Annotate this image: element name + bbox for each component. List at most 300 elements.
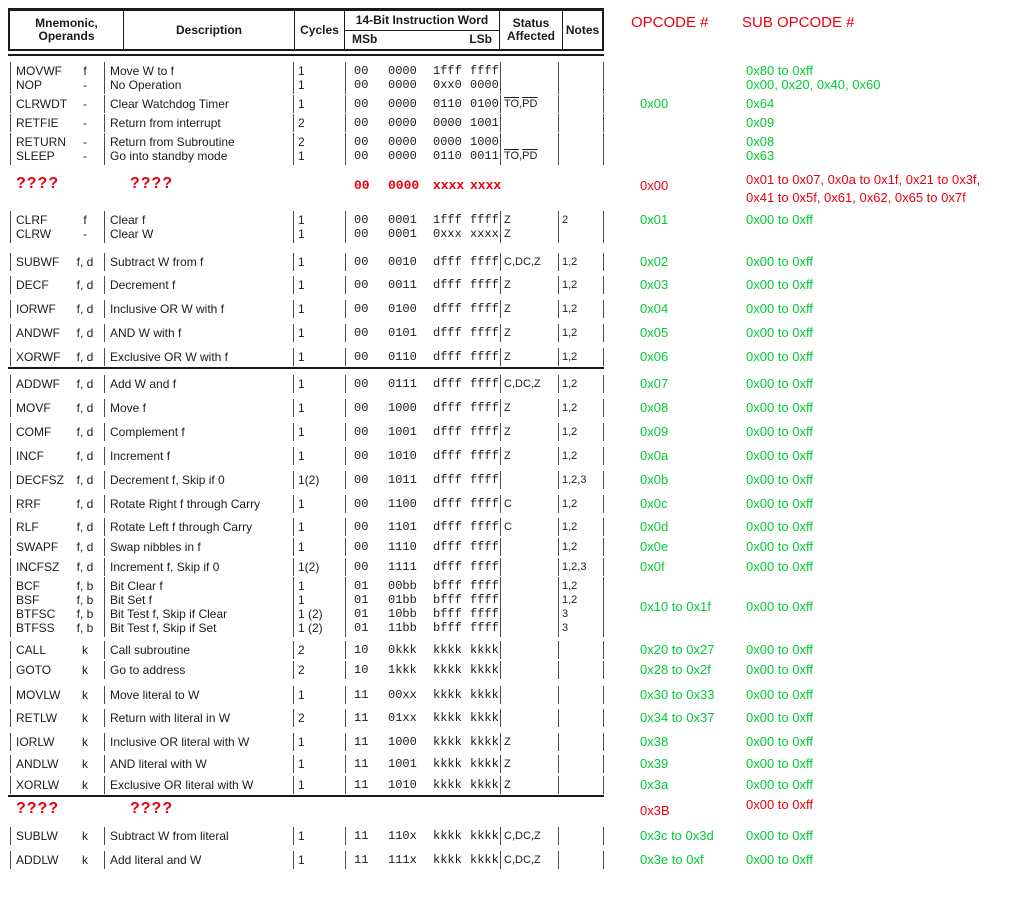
instruction-word-group: kkkk bbox=[470, 643, 499, 657]
row-btfsc bbox=[0, 607, 1025, 621]
instruction-word-group: xxxx bbox=[433, 178, 465, 193]
cell-divider bbox=[293, 76, 294, 94]
instruction-word-group: ffff bbox=[470, 401, 499, 415]
instruction-block bbox=[0, 172, 1025, 205]
cycles: 1 bbox=[298, 540, 305, 554]
row-addwf bbox=[0, 377, 1025, 391]
cell-divider bbox=[558, 399, 559, 417]
instruction-word-group: ffff bbox=[470, 520, 499, 534]
cell-divider bbox=[293, 538, 294, 556]
instruction-word-group: 11 bbox=[354, 735, 369, 749]
opcode-annotation: 0x34 to 0x37 bbox=[640, 710, 715, 725]
cell-divider bbox=[293, 755, 294, 773]
opcode-annotation: 0x20 to 0x27 bbox=[640, 642, 715, 657]
status-affected: C,DC,Z bbox=[504, 830, 541, 842]
mnemonic: ANDWF bbox=[16, 326, 60, 340]
operands: - bbox=[83, 227, 87, 241]
row-rlf bbox=[0, 520, 1025, 534]
instruction-word-group: ffff bbox=[470, 302, 499, 316]
cycles: 1 bbox=[298, 227, 305, 241]
cell-divider bbox=[603, 348, 604, 366]
cell-divider bbox=[558, 851, 559, 869]
mnemonic: COMF bbox=[16, 425, 52, 439]
instruction-word-group: 00 bbox=[354, 178, 370, 193]
cell-divider bbox=[500, 709, 501, 727]
cell-divider bbox=[500, 495, 501, 513]
cell-divider bbox=[293, 776, 294, 794]
operands: k bbox=[82, 711, 88, 725]
subopcode-annotation: 0x00 to 0xff bbox=[746, 301, 813, 316]
operands: - bbox=[83, 149, 87, 163]
header-msb: MSb bbox=[352, 32, 378, 46]
description: Add W and f bbox=[110, 377, 177, 391]
cell-divider bbox=[603, 114, 604, 132]
subopcode-column-header: SUB OPCODE # bbox=[742, 14, 855, 31]
description: Move f bbox=[110, 401, 147, 415]
instruction-word-group: 1fff bbox=[433, 64, 462, 78]
cell-divider bbox=[603, 686, 604, 704]
row-call bbox=[0, 643, 1025, 657]
instruction-word-group: kkkk bbox=[433, 829, 462, 843]
instruction-block bbox=[0, 473, 1025, 487]
notes: 1,2 bbox=[562, 327, 578, 339]
cell-divider bbox=[603, 851, 604, 869]
instruction-word-group: 0000 bbox=[470, 78, 499, 92]
header-status-line2: Affected bbox=[506, 29, 555, 43]
status-affected: Z bbox=[504, 279, 511, 291]
instruction-word-group: dfff bbox=[433, 520, 462, 534]
instruction-word-group: kkkk bbox=[470, 829, 499, 843]
instruction-word-group: 1000 bbox=[470, 135, 499, 149]
instruction-word-group: 1000 bbox=[388, 401, 417, 415]
cell-divider bbox=[104, 733, 105, 751]
cell-divider bbox=[500, 276, 501, 294]
cell-divider bbox=[558, 558, 559, 576]
instruction-word-group: 0100 bbox=[388, 302, 417, 316]
mnemonic: NOP bbox=[16, 78, 43, 92]
operands: f, d bbox=[76, 255, 94, 269]
cell-divider bbox=[10, 276, 11, 294]
status-affected: Z bbox=[504, 351, 511, 363]
cell-divider bbox=[10, 686, 11, 704]
cell-divider bbox=[500, 300, 501, 318]
cell-divider bbox=[104, 76, 105, 94]
instruction-word-group: ffff bbox=[470, 540, 499, 554]
instruction-word-group: 0xxx bbox=[433, 227, 462, 241]
row-subwf bbox=[0, 255, 1025, 269]
cell-divider bbox=[345, 851, 346, 869]
description: Inclusive OR literal with W bbox=[110, 735, 250, 749]
cell-divider bbox=[603, 399, 604, 417]
subopcode-annotation: 0x00 to 0xff bbox=[746, 687, 813, 702]
instruction-word-group: 01 bbox=[354, 621, 369, 635]
cell-divider bbox=[603, 641, 604, 659]
row-movf bbox=[0, 401, 1025, 415]
instruction-word-group: 00 bbox=[354, 497, 369, 511]
cell-divider bbox=[558, 375, 559, 393]
cycles: 1 bbox=[298, 377, 305, 391]
instruction-word-group: kkkk bbox=[470, 688, 499, 702]
cell-divider bbox=[10, 619, 11, 637]
operands: f bbox=[83, 213, 87, 227]
instruction-word-group: ffff bbox=[470, 560, 499, 574]
cell-divider bbox=[345, 709, 346, 727]
cell-divider bbox=[10, 225, 11, 243]
mnemonic: RRF bbox=[16, 497, 41, 511]
instruction-word-group: 1fff bbox=[433, 213, 462, 227]
instruction-word-group: kkkk bbox=[433, 853, 462, 867]
cell-divider bbox=[104, 709, 105, 727]
cell-divider bbox=[10, 518, 11, 536]
cell-divider bbox=[558, 324, 559, 342]
operands: k bbox=[82, 663, 88, 677]
instruction-block bbox=[0, 829, 1025, 843]
instruction-word-group: ffff bbox=[470, 497, 499, 511]
mnemonic: IORWF bbox=[16, 302, 56, 316]
instruction-word-group: dfff bbox=[433, 560, 462, 574]
cell-divider bbox=[10, 471, 11, 489]
cell-divider bbox=[500, 399, 501, 417]
notes: 3 bbox=[562, 622, 569, 634]
instruction-block bbox=[0, 64, 1025, 92]
mnemonic: XORWF bbox=[16, 350, 61, 364]
cell-divider bbox=[104, 423, 105, 441]
mnemonic: MOVLW bbox=[16, 688, 61, 702]
instruction-word-group: 1110 bbox=[388, 540, 417, 554]
cell-divider bbox=[500, 851, 501, 869]
description: Inclusive OR W with f bbox=[110, 302, 225, 316]
subopcode-annotation: 0x00 to 0xff bbox=[746, 325, 813, 340]
instruction-word-group: 0000 bbox=[388, 135, 417, 149]
description: Go into standby mode bbox=[110, 149, 228, 163]
instruction-word-group: xxxx bbox=[470, 227, 499, 241]
cell-divider bbox=[10, 300, 11, 318]
notes: 1,2 bbox=[562, 378, 578, 390]
instruction-word-group: 00 bbox=[354, 520, 369, 534]
opcode-annotation: 0x01 bbox=[640, 212, 669, 227]
cell-divider bbox=[293, 709, 294, 727]
cell-divider bbox=[345, 661, 346, 679]
operands: k bbox=[82, 829, 88, 843]
instruction-word-group: 0011 bbox=[388, 278, 417, 292]
description: Bit Set f bbox=[110, 593, 153, 607]
cell-divider bbox=[500, 348, 501, 366]
notes: 1,2 bbox=[562, 521, 578, 533]
instruction-word-group: 0000 bbox=[388, 64, 417, 78]
cell-divider bbox=[558, 147, 559, 165]
instruction-word-group: 0101 bbox=[388, 326, 417, 340]
instruction-table-body bbox=[0, 56, 1025, 867]
subopcode-annotation: 0x00 to 0xff bbox=[746, 277, 813, 292]
instruction-word-group: 00 bbox=[354, 135, 369, 149]
cell-divider bbox=[10, 348, 11, 366]
instruction-word-group: 0110 bbox=[433, 149, 462, 163]
status-affected: Z bbox=[504, 736, 511, 748]
cell-divider bbox=[345, 447, 346, 465]
cycles: 1 bbox=[298, 688, 305, 702]
cycles: 1 bbox=[298, 497, 305, 511]
status-affected: Z bbox=[504, 450, 511, 462]
instruction-word-group: 1001 bbox=[388, 425, 417, 439]
opcode-column-header: OPCODE # bbox=[631, 14, 709, 31]
instruction-word-group: 1000 bbox=[388, 735, 417, 749]
cell-divider bbox=[558, 495, 559, 513]
operands: f, d bbox=[76, 473, 94, 487]
cell-divider bbox=[104, 538, 105, 556]
row-swapf bbox=[0, 540, 1025, 554]
instruction-word-group: 0000 bbox=[433, 135, 462, 149]
cell-divider bbox=[345, 776, 346, 794]
cell-divider bbox=[10, 776, 11, 794]
instruction-word-group: ffff bbox=[470, 278, 499, 292]
description: Rotate Left f through Carry bbox=[110, 520, 253, 534]
opcode-annotation: 0x3c to 0x3d bbox=[640, 828, 714, 843]
opcode-annotation: 0x02 bbox=[640, 254, 669, 269]
cell-divider bbox=[10, 661, 11, 679]
instruction-block bbox=[0, 135, 1025, 163]
cell-divider bbox=[603, 276, 604, 294]
status-flag-overline: $\overline{PD}$ bbox=[522, 150, 538, 162]
instruction-word-group: 00 bbox=[354, 302, 369, 316]
instruction-word-group: bfff bbox=[433, 607, 462, 621]
instruction-word-group: kkkk bbox=[470, 663, 499, 677]
mnemonic: INCF bbox=[16, 449, 44, 463]
cycles: 1 bbox=[298, 520, 305, 534]
operands: k bbox=[82, 757, 88, 771]
cell-divider bbox=[104, 755, 105, 773]
cell-divider bbox=[603, 827, 604, 845]
cell-divider bbox=[500, 423, 501, 441]
operands: f, d bbox=[76, 425, 94, 439]
operands: f bbox=[83, 64, 87, 78]
cell-divider bbox=[104, 619, 105, 637]
instruction-word-group: 1010 bbox=[388, 449, 417, 463]
cell-divider bbox=[558, 225, 559, 243]
mnemonic: ???? bbox=[16, 800, 60, 817]
cell-divider bbox=[558, 76, 559, 94]
instruction-word-group: ffff bbox=[470, 350, 499, 364]
row-iorlw bbox=[0, 735, 1025, 749]
description: No Operation bbox=[110, 78, 182, 92]
subopcode-annotation: 0x08 bbox=[746, 134, 775, 149]
cell-divider bbox=[293, 447, 294, 465]
instruction-word-group: 11 bbox=[354, 711, 369, 725]
instruction-word-group: 1kkk bbox=[388, 663, 417, 677]
instruction-word-group: 00 bbox=[354, 213, 369, 227]
row-clrwdt bbox=[0, 97, 1025, 111]
notes: 1,2 bbox=[562, 594, 578, 606]
cell-divider bbox=[345, 518, 346, 536]
subopcode-annotation: 0x00 to 0xff bbox=[746, 400, 813, 415]
instruction-word-group: kkkk bbox=[433, 778, 462, 792]
subopcode-annotation: 0x63 bbox=[746, 148, 775, 163]
cell-divider bbox=[293, 733, 294, 751]
row-rrf bbox=[0, 497, 1025, 511]
subopcode-annotation: 0x00 to 0xff bbox=[746, 424, 813, 439]
status-affected: Z bbox=[504, 327, 511, 339]
cell-divider bbox=[558, 276, 559, 294]
instruction-word-group: kkkk bbox=[470, 778, 499, 792]
cycles: 1 bbox=[298, 213, 305, 227]
cell-divider bbox=[293, 641, 294, 659]
cell-divider bbox=[345, 95, 346, 113]
instruction-block bbox=[0, 97, 1025, 111]
cell-divider bbox=[603, 733, 604, 751]
mnemonic: ADDLW bbox=[16, 853, 59, 867]
header-description: Description bbox=[124, 11, 295, 49]
status-affected: Z bbox=[504, 228, 511, 240]
cell-divider bbox=[293, 619, 294, 637]
notes: 1,2 bbox=[562, 580, 578, 592]
subopcode-annotation: 0x00 to 0xff bbox=[746, 212, 813, 227]
cell-divider bbox=[293, 423, 294, 441]
cycles: 1 bbox=[298, 757, 305, 771]
instruction-word-group: dfff bbox=[433, 497, 462, 511]
operands: f, d bbox=[76, 278, 94, 292]
instruction-word-group: 0010 bbox=[388, 255, 417, 269]
cell-divider bbox=[10, 733, 11, 751]
header-instruction-word-title: 14-Bit Instruction Word bbox=[345, 11, 499, 31]
cell-divider bbox=[500, 114, 501, 132]
instruction-word-group: dfff bbox=[433, 540, 462, 554]
cell-divider bbox=[603, 375, 604, 393]
instruction-word-group: ffff bbox=[470, 377, 499, 391]
opcode-annotation: 0x07 bbox=[640, 376, 669, 391]
operands: f, b bbox=[76, 621, 94, 635]
operands: f, d bbox=[76, 497, 94, 511]
operands: f, b bbox=[76, 593, 94, 607]
cell-divider bbox=[10, 709, 11, 727]
instruction-block bbox=[0, 278, 1025, 292]
cell-divider bbox=[603, 147, 604, 165]
cell-divider bbox=[104, 827, 105, 845]
instruction-word-group: 11 bbox=[354, 688, 369, 702]
opcode-annotation: 0x39 bbox=[640, 756, 669, 771]
subopcode-annotation: 0x00 to 0xff bbox=[746, 777, 813, 792]
unknown-opcode-row bbox=[0, 797, 1025, 821]
header-mnemonic-operands bbox=[10, 11, 124, 49]
notes: 1,2 bbox=[562, 279, 578, 291]
row-sublw bbox=[0, 829, 1025, 843]
mnemonic: ADDWF bbox=[16, 377, 60, 391]
operands: f, b bbox=[76, 579, 94, 593]
cell-divider bbox=[104, 348, 105, 366]
instruction-block bbox=[0, 377, 1025, 391]
cell-divider bbox=[500, 324, 501, 342]
cell-divider bbox=[104, 300, 105, 318]
cell-divider bbox=[10, 324, 11, 342]
opcode-annotation: 0x3e to 0xf bbox=[640, 852, 704, 867]
instruction-word-group: 0000 bbox=[388, 78, 417, 92]
cycles: 1 (2) bbox=[298, 621, 323, 635]
cell-divider bbox=[293, 225, 294, 243]
mnemonic: DECFSZ bbox=[16, 473, 64, 487]
opcode-annotation: 0x00 bbox=[640, 178, 669, 193]
cell-divider bbox=[293, 827, 294, 845]
instruction-word-group: ffff bbox=[470, 326, 499, 340]
cell-divider bbox=[10, 76, 11, 94]
opcode-annotation: 0x00 bbox=[640, 96, 669, 111]
instruction-word-group: 00bb bbox=[388, 579, 417, 593]
instruction-word-group: dfff bbox=[433, 401, 462, 415]
instruction-word-group: kkkk bbox=[470, 735, 499, 749]
instruction-word-group: 00 bbox=[354, 473, 369, 487]
instruction-word-group: bfff bbox=[433, 579, 462, 593]
cell-divider bbox=[500, 661, 501, 679]
instruction-word-group: 1001 bbox=[388, 757, 417, 771]
instruction-word-group: dfff bbox=[433, 425, 462, 439]
notes: 1,2 bbox=[562, 303, 578, 315]
operands: k bbox=[82, 853, 88, 867]
instruction-word-group: 11 bbox=[354, 778, 369, 792]
instruction-word-group: 111x bbox=[388, 853, 417, 867]
instruction-word-group: 01 bbox=[354, 579, 369, 593]
cell-divider bbox=[104, 661, 105, 679]
cell-divider bbox=[558, 641, 559, 659]
cell-divider bbox=[603, 447, 604, 465]
header-mnemonic-line1: Mnemonic, bbox=[35, 16, 98, 30]
cell-divider bbox=[558, 538, 559, 556]
row-decfsz bbox=[0, 473, 1025, 487]
subopcode-annotation: 0x00 to 0xff bbox=[746, 828, 813, 843]
instruction-word-group: 0111 bbox=[388, 377, 417, 391]
cell-divider bbox=[500, 538, 501, 556]
row-retfie bbox=[0, 116, 1025, 130]
instruction-word-group: kkkk bbox=[433, 663, 462, 677]
row-incf bbox=[0, 449, 1025, 463]
cycles: 1 bbox=[298, 278, 305, 292]
row-sleep bbox=[0, 149, 1025, 163]
instruction-word-group: 01xx bbox=[388, 711, 417, 725]
instruction-block bbox=[0, 663, 1025, 677]
instruction-block bbox=[0, 449, 1025, 463]
mnemonic: INCFSZ bbox=[16, 560, 60, 574]
instruction-word-group: 11 bbox=[354, 829, 369, 843]
status-affected: C,DC,Z bbox=[504, 378, 541, 390]
opcode-annotation: 0x0a bbox=[640, 448, 669, 463]
mnemonic: RETLW bbox=[16, 711, 58, 725]
cell-divider bbox=[558, 471, 559, 489]
row-clrw bbox=[0, 227, 1025, 241]
mnemonic: BTFSC bbox=[16, 607, 56, 621]
cell-divider bbox=[603, 300, 604, 318]
cycles: 1(2) bbox=[298, 473, 320, 487]
instruction-word-group: kkkk bbox=[470, 757, 499, 771]
instruction-word-group: 1001 bbox=[470, 116, 499, 130]
instruction-word-group: kkkk bbox=[433, 757, 462, 771]
instruction-word-group: dfff bbox=[433, 449, 462, 463]
cell-divider bbox=[558, 661, 559, 679]
cycles: 1 bbox=[298, 829, 305, 843]
operands: - bbox=[83, 78, 87, 92]
cycles: 2 bbox=[298, 711, 305, 725]
notes: 1,2 bbox=[562, 426, 578, 438]
cell-divider bbox=[345, 76, 346, 94]
mnemonic: ???? bbox=[16, 175, 60, 192]
instruction-block bbox=[0, 520, 1025, 534]
opcode-annotation: 0x30 to 0x33 bbox=[640, 687, 715, 702]
description: Move W to f bbox=[110, 64, 175, 78]
row-bsf bbox=[0, 593, 1025, 607]
instruction-word-group: 00 bbox=[354, 116, 369, 130]
cycles: 2 bbox=[298, 643, 305, 657]
notes: 1,2 bbox=[562, 541, 578, 553]
description: Decrement f bbox=[110, 278, 176, 292]
operands: k bbox=[82, 643, 88, 657]
mnemonic: RETFIE bbox=[16, 116, 59, 130]
instruction-word-group: ffff bbox=[470, 579, 499, 593]
cell-divider bbox=[558, 447, 559, 465]
